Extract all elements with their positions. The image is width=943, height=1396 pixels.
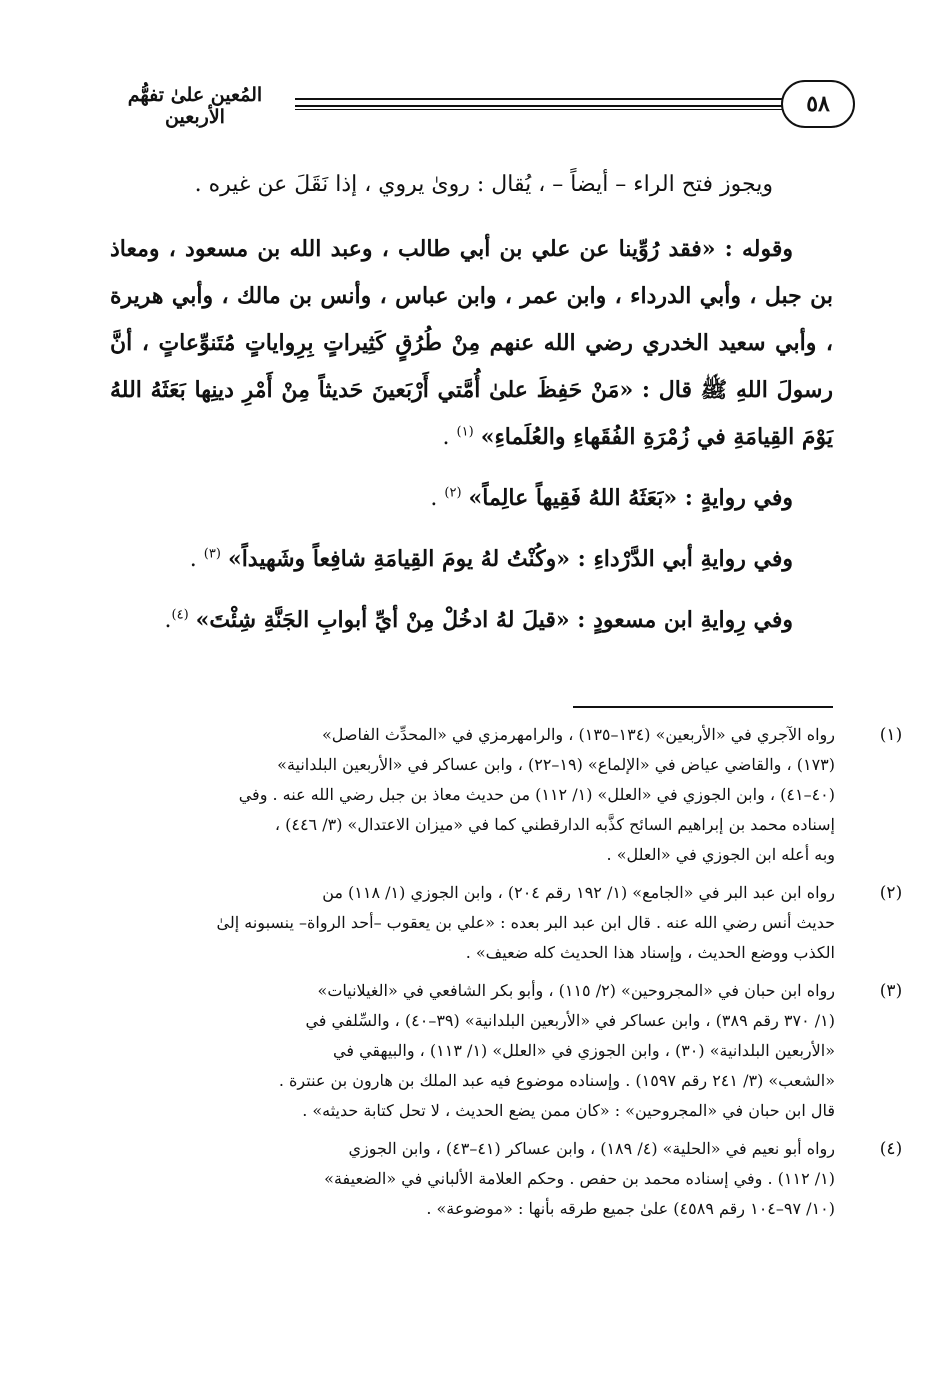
footnote-ref-4[interactable]: (٤) xyxy=(171,607,189,623)
footnote-line: إسناده محمد بن إبراهيم السائح كذَّبه الدارقطني كما في «ميزان الاعتدال» (٣/ ٤٤٦) ، xyxy=(274,815,835,834)
paragraph-5 xyxy=(110,597,833,644)
footnote-number: (٣) xyxy=(879,981,903,1001)
main-text xyxy=(110,162,833,658)
footnote-line: رواه ابن عبد البر في «الجامع» (١/ ١٩٢ رقم ٢٠٤) ، وابن الجوزي (١/ ١١٨) من xyxy=(322,883,835,902)
footnote-line: (١/ ٣٧٠ رقم ٣٨٩) ، وابن عساكر في «الأربعين البلدانية» (٣٩–٤٠) ، والسِّلفي في xyxy=(305,1011,835,1030)
footnote-3 xyxy=(190,976,903,1126)
footnote-line: «الشعب» (٣/ ٢٤١ رقم ١٥٩٧) . وإسناده موضوع فيه عبد الملك بن هارون بن عنترة . xyxy=(278,1071,835,1090)
header-rule xyxy=(295,98,783,107)
footnote-line: رواه ابن حبان في «المجروحين» (٢/ ١١٥) ، وأبو بكر الشافعي في «الغيلانيات» xyxy=(317,981,835,1000)
footnote-ref-2[interactable]: (٢) xyxy=(444,485,462,501)
footnote-4 xyxy=(190,1134,903,1224)
footnote-line: الكذب ووضع الحديث ، وإسناد هذا الحديث كله ضعيف» . xyxy=(465,943,835,962)
footnote-ref-3[interactable]: (٣) xyxy=(203,546,221,562)
footnote-line: وبه أعله ابن الجوزي في «العلل» . xyxy=(606,845,835,864)
footnotes xyxy=(190,720,903,1232)
paragraph-3 xyxy=(110,475,833,522)
footnote-ref-1[interactable]: (١) xyxy=(456,424,474,440)
footnote-1 xyxy=(190,720,903,870)
footnote-line: رواه أبو نعيم في «الحلية» (٤/ ١٨٩) ، وابن عساكر (٤١–٤٣) ، وابن الجوزي xyxy=(348,1139,835,1158)
footnote-line: (٤٠–٤١) ، وابن الجوزي في «العلل» (١/ ١١٢) من حديث معاذ بن جبل رضي الله عنه . وفي xyxy=(238,785,835,804)
paragraph-4-end: . xyxy=(189,547,204,572)
footnote-line: (١٧٣) ، والقاضي عياض في «الإلماع» (١٩–٢٢) ، وابن عساكر في «الأربعين البلدانية» xyxy=(277,755,835,774)
paragraph-2-end: . xyxy=(442,425,457,450)
page-header xyxy=(95,76,855,132)
footnote-2 xyxy=(190,878,903,968)
paragraph-2 xyxy=(110,226,833,461)
footnote-line: (١/ ١١٢) . وفي إسناده محمد بن حفص . وحكم العلامة الألباني في «الضعيفة» xyxy=(324,1169,835,1188)
page-number: ٥٨ xyxy=(781,80,855,128)
footnote-number: (١) xyxy=(879,725,903,745)
book-title: المُعين علىٰ تفهُّم الأربعين xyxy=(127,84,263,128)
header-rule-thin xyxy=(295,109,783,110)
footnote-number: (٤) xyxy=(879,1139,903,1159)
paragraph-5-end: . xyxy=(164,608,172,633)
paragraph-3-end: . xyxy=(430,486,445,511)
footnote-line: رواه الآجري في «الأربعين» (١٣٤–١٣٥) ، والرامهرمزي في «المحدِّث الفاصل» xyxy=(321,725,835,744)
paragraph-4 xyxy=(110,536,833,583)
paragraph-4-text: وفي روايةِ أبي الدَّرْداءِ : «وكُنْتُ لهُ يومَ القِيامَةِ شافِعاً وشَهيداً» xyxy=(227,546,793,572)
footnote-line: قال ابن حبان في «المجروحين» : «كان ممن يضع الحديث ، لا تحل كتابة حديثه» . xyxy=(302,1101,835,1120)
paragraph-3-text: وفي روايةٍ : «بَعَثَهُ اللهُ فَقِيهاً عالِماً» xyxy=(468,485,793,511)
footnote-line: (١٠/ ٩٧–١٠٤ رقم ٤٥٨٩) علىٰ جميع طرقه بأنها : «موضوعة» . xyxy=(426,1199,835,1218)
footnote-divider xyxy=(573,706,833,708)
footnote-line: «الأربعين البلدانية» (٣٠) ، وابن الجوزي في «العلل» (١/ ١١٣) ، والبيهقي في xyxy=(333,1041,835,1060)
paragraph-2-text: وقوله : «فقد رُوِّينا عن علي بن أبي طالب ، وعبد الله بن مسعود ، ومعاذ بن جبل ، وأبي الدرداء ، وابن عمر ، وابن عباس ، وأنس بن مالك ، وأبي هريرة ، وأبي سعيد الخدري رضي الله عنهم مِنْ طُرُقٍ كَثِيراتٍ بِرِواياتٍ مُتَنوِّعاتٍ ، أنَّ رسولَ اللهِ ﷺ قال : «مَنْ حَفِظَ علىٰ أُمَّتي أَرْبَعينَ حَديثاً مِنْ أَمْرِ دينِها بَعَثَهُ اللهُ يَوْمَ القِيامَةِ في زُمْرَةِ الفُقَهاءِ والعُلَماءِ» xyxy=(110,236,833,450)
paragraph-5-text: وفي رِوايةِ ابن مسعودٍ : «قيلَ لهُ ادخُلْ مِنْ أيِّ أبوابِ الجَنَّةِ شِئْتَ» xyxy=(195,607,793,633)
footnote-number: (٢) xyxy=(879,883,903,903)
paragraph-1: ويجوز فتح الراء – أيضاً – ، يُقال : روىٰ يروي ، إذا نَقَلَ عن غيره . xyxy=(194,172,773,197)
footnote-line: حديث أنس رضي الله عنه . قال ابن عبد البر بعده : «علي بن يعقوب –أحد الرواة– ينسبونه إلىٰ xyxy=(216,913,835,932)
